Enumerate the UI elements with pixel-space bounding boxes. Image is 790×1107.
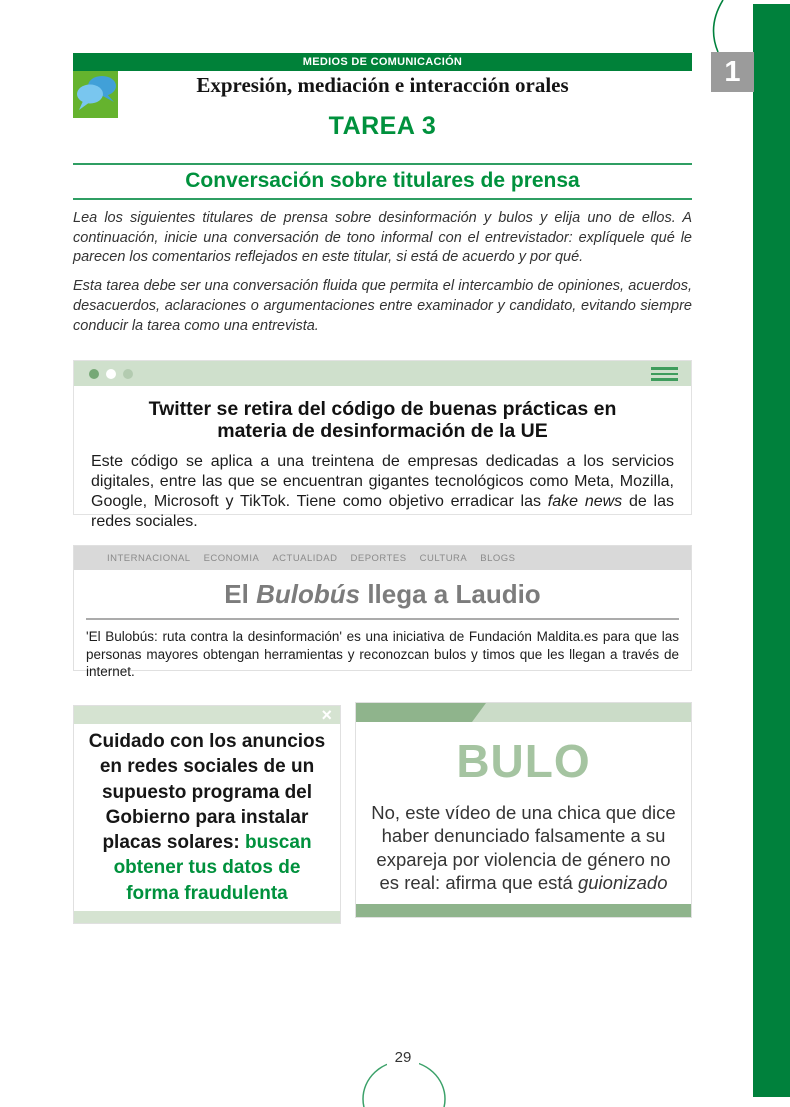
- headline-end: llega a Laudio: [360, 579, 541, 609]
- nav-item-deportes: DEPORTES: [350, 552, 407, 564]
- hamburger-menu-icon: [651, 367, 678, 384]
- article-lead-end: de las redes sociales.: [91, 492, 675, 530]
- warning-text-black: Cuidado con los anuncios en redes sociales de un supuesto programa del Gobierno para instalar placas solares:: [88, 731, 326, 854]
- nav-item-actualidad: ACTUALIDAD: [272, 552, 338, 564]
- popup-bottom-bar: [74, 911, 340, 923]
- chapter-banner: [73, 53, 692, 71]
- headline-text: [74, 579, 691, 610]
- unit-number: 1: [724, 55, 741, 88]
- bulo-top-bar-accent: [356, 703, 486, 722]
- window-dot-icon: [106, 369, 116, 379]
- article-lead-italic: fake news: [547, 492, 623, 510]
- news-nav-bar: [74, 546, 691, 570]
- bulo-text: No, este vídeo de una chica que dice haber denunciado falsamente a su expareja por violencia de género no es real: afirma que está: [371, 802, 676, 894]
- nav-item-cultura: CULTURA: [419, 552, 468, 564]
- page-number: [355, 1049, 451, 1066]
- popup-title-bar: [74, 706, 340, 724]
- page-title: Expresión, mediación e interacción orales: [196, 73, 569, 97]
- page-number-text: 29: [387, 1049, 420, 1066]
- tab-curve-line: [700, 0, 730, 54]
- page-edge-band: [753, 4, 790, 1097]
- chapter-title: MEDIOS DE COMUNICACIÓN: [302, 56, 463, 68]
- section-title: Conversación sobre titulares de prensa: [185, 169, 580, 192]
- nav-item-economia: ECONOMIA: [203, 552, 260, 564]
- headline-divider: [86, 618, 679, 620]
- window-dot-icon: [89, 369, 99, 379]
- bulo-headline: [356, 801, 691, 895]
- close-icon: ×: [321, 705, 332, 725]
- bulo-label: BULO: [456, 735, 591, 787]
- browser-title-bar: [74, 361, 691, 386]
- headline-card-bulo: [355, 702, 692, 918]
- headline-card-warning-popup: [73, 705, 341, 924]
- headline-card-browser: [73, 360, 692, 530]
- headline-start: El: [224, 579, 257, 609]
- headline-italic: Bulobús: [256, 579, 361, 609]
- article-lead: 'El Bulobús: ruta contra la desinformación' es una iniciativa de Fundación Maldita.es para que las personas mayores obtengan herramientas y reconozcan bulos y timos que les llegan a través de internet.: [86, 629, 679, 680]
- nav-item-blogs: BLOGS: [480, 552, 516, 564]
- unit-number-tab: [711, 52, 754, 92]
- nav-item-internacional: INTERNACIONAL: [107, 552, 191, 564]
- headline-card-newspaper: [73, 545, 692, 680]
- task-title: TAREA 3: [328, 112, 437, 140]
- section-heading-box: [73, 163, 692, 200]
- bulo-top-bar: [356, 703, 691, 722]
- article-lead: [91, 452, 674, 532]
- instruction-paragraph: Esta tarea debe ser una conversación fluida que permita el intercambio de opiniones, acuerdos, desacuerdos, aclaraciones o argumentaciones entre examinador y candidato, evitando siempre conducir la tarea como una entrevista.: [73, 278, 692, 334]
- instruction-paragraph: Lea los siguientes titulares de prensa sobre desinformación y bulos y elija uno de ellos. A continuación, inicie una conversación de tono informal con el entrevistador: explíquele qué le parecen los comentarios reflejados en este titular, si está de acuerdo y por qué.: [73, 210, 692, 266]
- bulo-bottom-bar: [356, 904, 691, 917]
- headline-text: Twitter se retira del código de buenas prácticas en materia de desinformación de la UE: [148, 398, 617, 443]
- warning-text-green: buscan obtener tus datos de forma fraudulenta: [113, 832, 312, 904]
- bulo-text-italic: guionizado: [577, 872, 668, 894]
- task-instructions: [73, 209, 692, 345]
- warning-headline: [74, 724, 340, 911]
- window-dot-icon: [123, 369, 133, 379]
- article-lead-text: Este código se aplica a una treintena de empresas dedicadas a los servicios digitales, entre las que se encuentran gigantes tecnológicos como Meta, Mozilla, Google, Microsoft y TikTok. Tiene como objetivo erradicar las: [91, 452, 674, 510]
